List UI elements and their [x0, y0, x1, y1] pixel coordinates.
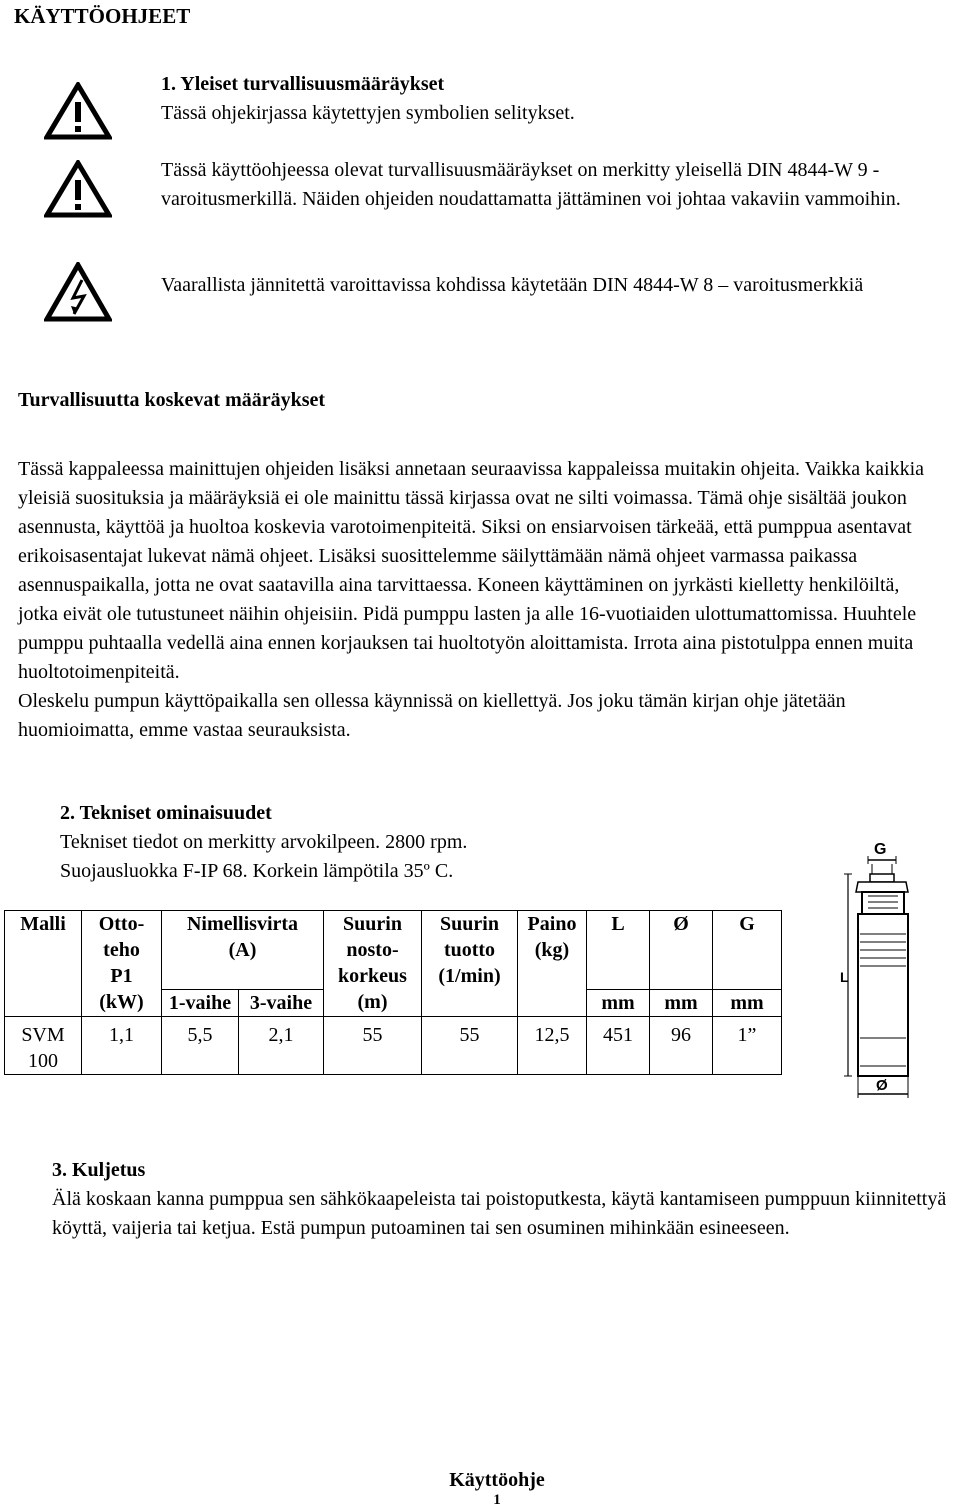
header-G: G — [713, 911, 782, 990]
pump-label-diameter: Ø — [876, 1077, 888, 1094]
header-nostokorkeus: Suurin nosto- korkeus (m) — [324, 911, 422, 1017]
cell-diameter: 96 — [650, 1017, 713, 1075]
header-nimellisvirta: Nimellisvirta (A) — [162, 911, 324, 990]
spec-table — [4, 910, 782, 1075]
safety-paragraph-1: Tässä kappaleessa mainittujen ohjeiden lisäksi annetaan seuraavissa kappaleissa muitakin ohjeita. Vaikka kaikkia yleisiä suosituksia ja määräyksiä ei ole mainittu tässä kirjassa ovat ne silti voimassa. Tämä ohje sisältää joukon asennusta, käyttöä ja huoltoa koskevia varotoimenpiteitä. Siksi on ensiarvoisen tärkeää, että pumppua asentavat erikoisasentajat lukevat nämä ohjeet. Lisäksi suosittelemme säilyttämään nämä ohjeet varmassa paikassa asennuspaikalla, jotta ne ovat saatavilla aina tarvittaessa. Koneen käyttäminen on jyrkästi kielletty henkilöiltä, jotka eivät ole tutustuneet näihin ohjeisiin. Pidä pumppu lasten ja alle 16-vuotiaiden ulottumattomissa. Huuhtele pumppu puhtaalla vedellä aina ennen korjauksen tai huoltotyön aloittamista. Irrota aina pistotulppa ennen muita huoltotoimenpiteitä. — [18, 458, 925, 683]
footer-label: Käyttöohje — [449, 1469, 545, 1491]
section-2-heading: 2. Tekniset ominaisuudet — [60, 802, 272, 824]
high-voltage-warning-icon — [44, 262, 112, 322]
pump-dimension-drawing — [838, 838, 928, 1108]
header-paino: Paino (kg) — [518, 911, 587, 1017]
cell-paino: 12,5 — [518, 1017, 587, 1075]
cell-nostokorkeus: 55 — [324, 1017, 422, 1075]
section-1-heading: 1. Yleiset turvallisuusmääräykset — [161, 73, 445, 95]
document-title: KÄYTTÖOHJEET — [14, 4, 191, 28]
cell-1-vaihe: 5,5 — [162, 1017, 239, 1075]
header-tuotto: Suurin tuotto (1/min) — [422, 911, 518, 1017]
general-warning-icon-din-w9 — [44, 160, 112, 218]
header-diameter: Ø — [650, 911, 713, 990]
footer-page-number: 1 — [493, 1492, 501, 1508]
pump-label-l: L — [840, 969, 849, 985]
header-L: L — [587, 911, 650, 990]
pump-label-g: G — [874, 841, 887, 858]
section-2-line-2: Suojausluokka F-IP 68. Korkein lämpötila 35º C. — [60, 860, 454, 882]
header-1-vaihe: 1-vaihe — [162, 990, 239, 1017]
din-w9-paragraph: Tässä käyttöohjeessa olevat turvallisuusmääräykset on merkitty yleisellä DIN 4844-W 9 -varoitusmerkillä. Näiden ohjeiden noudattamatta jättäminen voi johtaa vakaviin vammoihin. — [161, 159, 901, 210]
section-3-body: Älä koskaan kanna pumppua sen sähkökaapeleista tai poistoputkesta, käytä kantamiseen pumppuun kiinnitettyä köyttä, vaijeria tai ketjua. Estä pumpun putoaminen tai sen osuminen mihinkään esineeseen. — [52, 1188, 947, 1239]
header-malli: Malli — [5, 911, 82, 1017]
safety-heading: Turvallisuutta koskevat määräykset — [18, 389, 326, 411]
section-2-line-1: Tekniset tiedot on merkitty arvokilpeen. 2800 rpm. — [60, 831, 468, 853]
section-3-heading: 3. Kuljetus — [52, 1159, 146, 1181]
footer — [437, 1467, 557, 1511]
unit-L: mm — [587, 990, 650, 1017]
din-w8-paragraph: Vaarallista jännitettä varoittavissa kohdissa käytetään DIN 4844-W 8 – varoitusmerkkiä — [161, 274, 864, 296]
cell-tuotto: 55 — [422, 1017, 518, 1075]
section-1-subtitle: Tässä ohjekirjassa käytettyjen symbolien selitykset. — [161, 102, 575, 124]
safety-paragraph-2: Oleskelu pumpun käyttöpaikalla sen ollessa käynnissä on kiellettyä. Jos joku tämän kirjan ohje jätetään huomioimatta, emme vastaa seurauksista. — [18, 690, 846, 741]
table-row — [5, 1017, 782, 1075]
cell-L: 451 — [587, 1017, 650, 1075]
header-ottoteho: Otto- teho P1 (kW) — [82, 911, 162, 1017]
cell-ottoteho: 1,1 — [82, 1017, 162, 1075]
unit-diameter: mm — [650, 990, 713, 1017]
unit-G: mm — [713, 990, 782, 1017]
header-3-vaihe: 3-vaihe — [239, 990, 324, 1017]
safety-body — [18, 455, 943, 745]
cell-malli: SVM 100 — [5, 1017, 82, 1075]
cell-3-vaihe: 2,1 — [239, 1017, 324, 1075]
cell-G: 1” — [713, 1017, 782, 1075]
general-warning-icon — [44, 82, 112, 140]
